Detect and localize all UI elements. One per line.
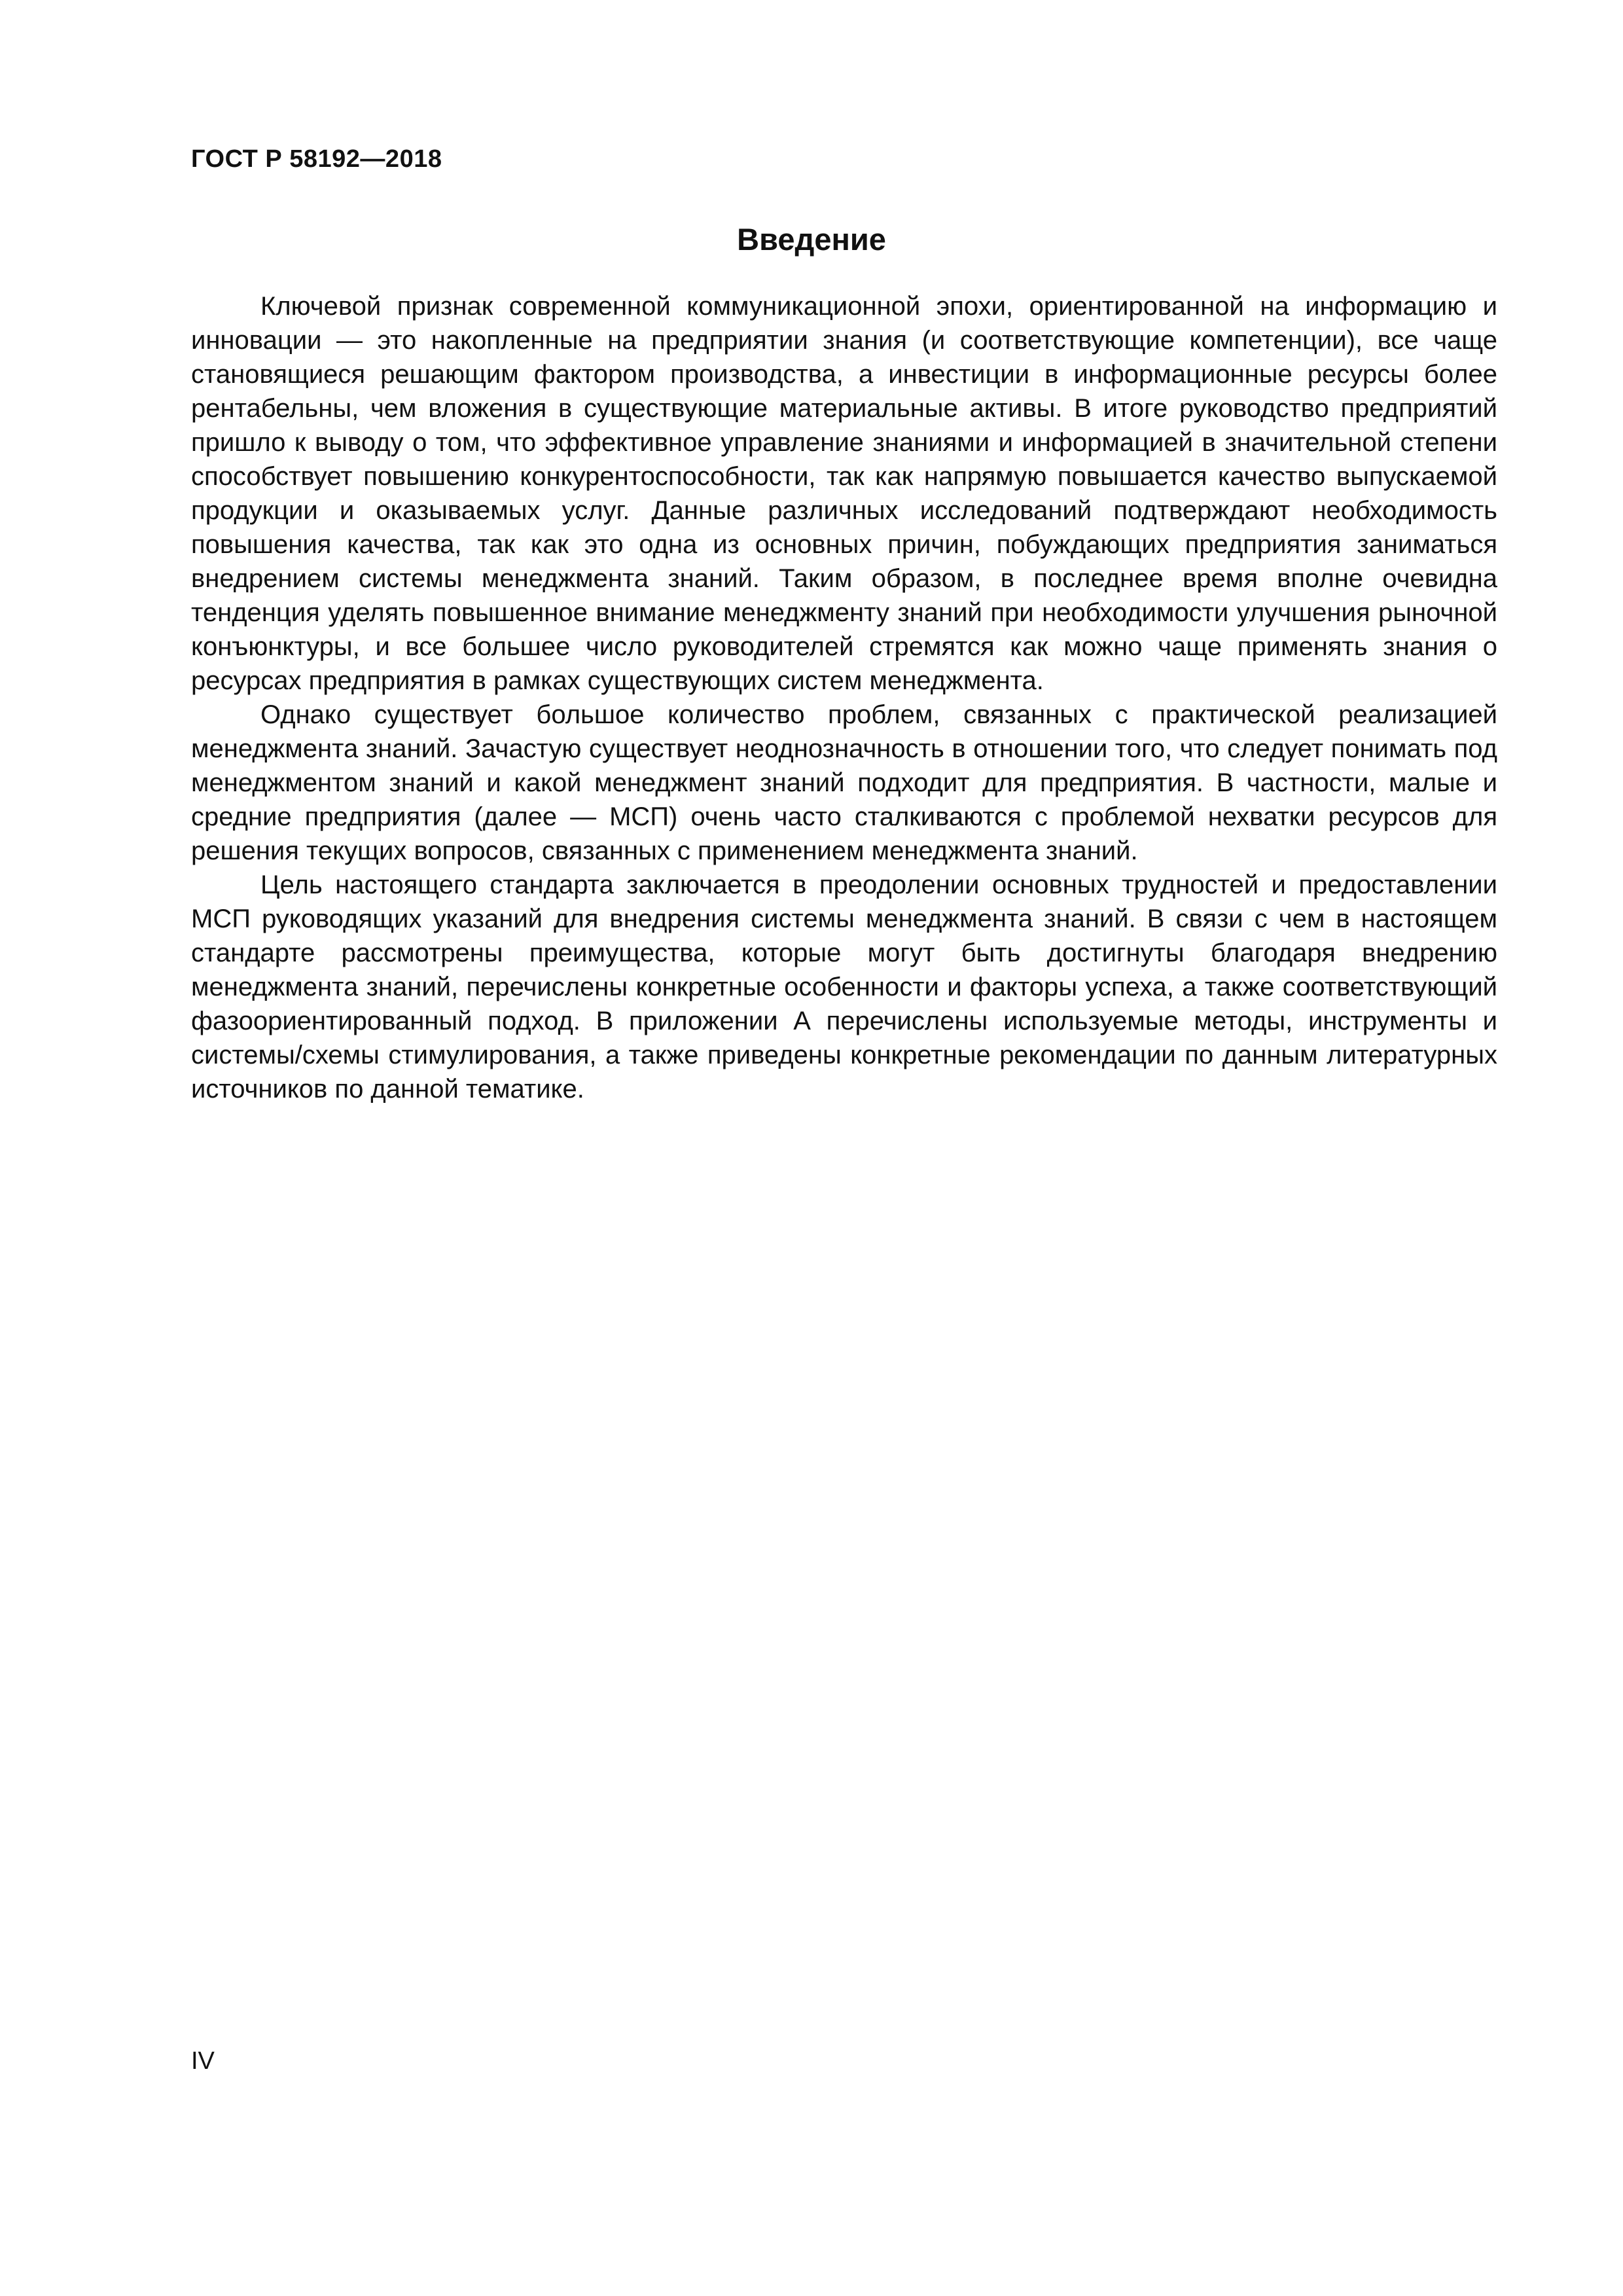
section-title: Введение	[737, 222, 886, 257]
paragraph-2: Однако существует большое количество проблем, связанных с практической реализацией менеджмента знаний. Зачастую существует неоднозначность в отношении того, что следует понимать под менеджментом знаний и какой менеджмент знаний подходит для предприятия. В частности, малые и средние предприятия (далее — МСП) очень часто сталкиваются с проблемой нехватки ресурсов для решения текущих вопросов, связанных с применением менеджмента знаний.	[191, 700, 1497, 865]
page-number: IV	[191, 2047, 215, 2075]
document-code: ГОСТ Р 58192—2018	[191, 145, 442, 173]
paragraph-3: Цель настоящего стандарта заключается в преодолении основных трудностей и предоставлении МСП руководящих указаний для внедрения системы менеджмента знаний. В связи с чем в настоящем стандарте рассмотрены преимущества, которые могут быть достигнуты благодаря внедрению менеджмента знаний, перечислены конкретные особенности и факторы успеха, а также соответствующий фазоориентированный подход. В приложении А перечислены используемые методы, инструменты и системы/схемы стимулирования, а также приведены конкретные рекомендации по данным литературных источников по данной тематике.	[191, 870, 1497, 1103]
introduction-body	[191, 289, 1497, 1106]
paragraph-1: Ключевой признак современной коммуникационной эпохи, ориентированной на информацию и инновации — это накопленные на предприятии знания (и соответствующие компетенции), все чаще становящиеся решающим фактором производства, а инвестиции в информационные ресурсы более рентабельны, чем вложения в существующие материальные активы. В итоге руководство предприятий пришло к выводу о том, что эффективное управление знаниями и информацией в значительной степени способствует повышению конкурентоспособности, так как напрямую повышается качество выпускаемой продукции и оказываемых услуг. Данные различных исследований подтверждают необходимость повышения качества, так как это одна из основных причин, побуждающих предприятия заниматься внедрением системы менеджмента знаний. Таким образом, в последнее время вполне очевидна тенденция уделять повышенное внимание менеджменту знаний при необходимости улучшения рыночной конъюнктуры, и все большее число руководителей стремятся как можно чаще применять знания о ресурсах предприятия в рамках существующих систем менеджмента.	[191, 292, 1497, 695]
